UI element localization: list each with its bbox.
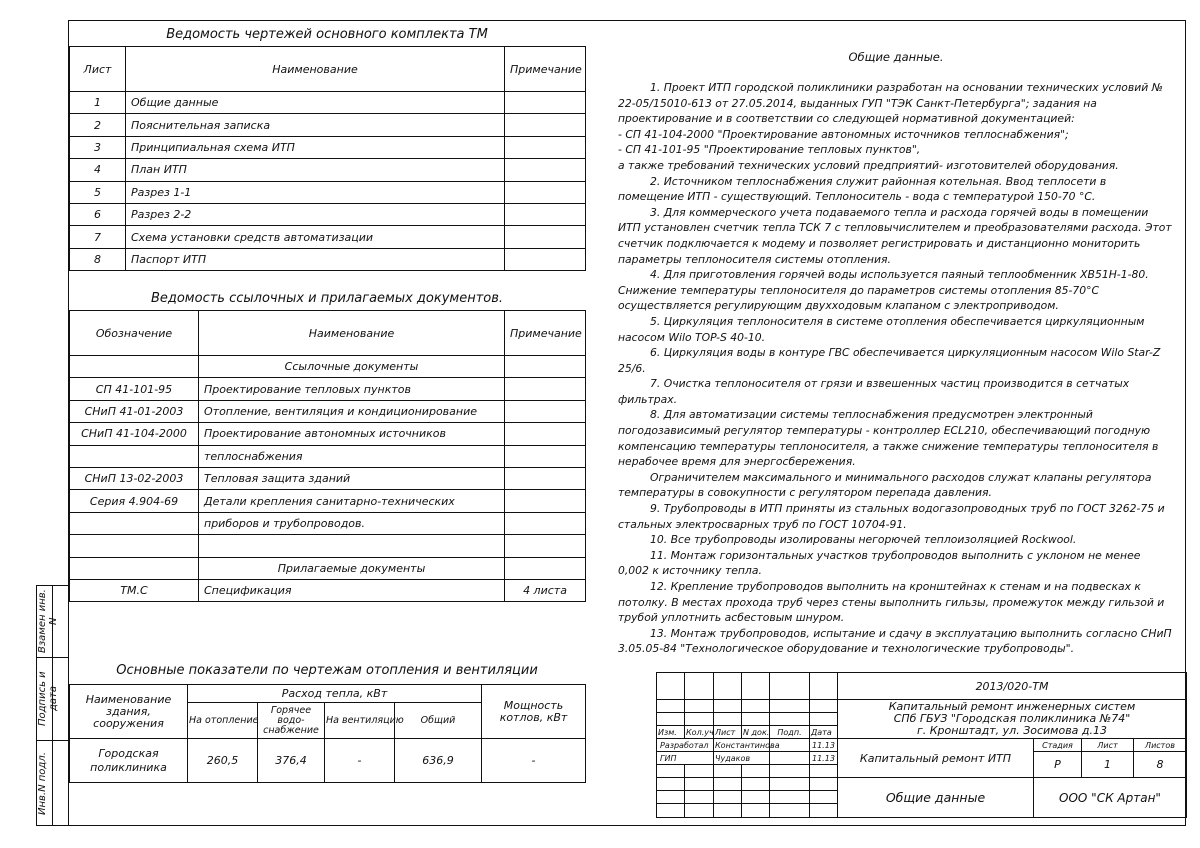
cell-code [70,535,199,557]
table-row [70,181,586,203]
stamp-h-sheet: Лист [1082,739,1134,752]
header-note: Примечание [505,311,586,356]
stamp-h-date: Дата [810,726,838,739]
stamp-h-sheets: Листов [1134,739,1187,752]
table-row [70,423,586,445]
indicators-table [69,684,586,783]
side-label-swap: Взамен инв. N [37,589,59,653]
general-data-notes [618,80,1174,657]
title-block [656,672,1187,818]
cell-name [199,535,505,557]
cell-code: СП 41-101-95 [70,378,199,400]
table-row [70,490,586,512]
cell-name: Отопление, вентиляция и кондиционирование [199,400,505,422]
cell-note [505,159,586,181]
table-header-row [70,311,586,356]
header-note: Примечание [505,47,586,92]
cell-note [505,490,586,512]
stamp-project [838,700,1187,739]
cell-note [505,181,586,203]
header-code: Обозначение [70,311,199,356]
stamp-r1-name: Константинова [715,740,780,750]
table-row [70,248,586,270]
stamp-r1-role: Разработал [657,739,714,752]
cell-note [505,535,586,557]
cell-name: Ссылочные документы [199,356,505,378]
header-vent: На вентиляцию [325,703,395,739]
note-paragraph: 1. Проект ИТП городской поликлиники разработан на основании технических условий № 22-05/15010-613 от 27.05.2014, выданных ГУП "ТЭК Санкт-Петербурга"; задания на проектирование и в соответствии со следующей нормативной документацией: [618,81,1163,126]
cell-sheet: 5 [70,181,126,203]
stamp-stage: Р [1034,752,1082,778]
note-paragraph: 9. Трубопроводы в ИТП приняты из стальных водогазопроводных труб по ГОСТ 3262-75 и стальных электросварных труб по ГОСТ 10704-91. [618,502,1165,531]
table-row [70,467,586,489]
table-header-row [70,47,586,92]
cell-name: Проектирование автономных источников [199,423,505,445]
header-name: Наименование [126,47,505,92]
cell-code: СНиП 41-01-2003 [70,400,199,422]
table-row [70,512,586,534]
stamp-code: 2013/020-ТМ [838,673,1187,700]
cell-name: Прилагаемые документы [199,557,505,579]
cell-note [505,423,586,445]
note-paragraph: - СП 41-101-95 "Проектирование тепловых пунктов", [618,143,921,157]
stamp-sheets: 8 [1134,752,1187,778]
cell-sheet: 6 [70,203,126,225]
cell-hotwater: 376,4 [258,739,325,783]
stamp-h-izm: Изм. [657,726,685,739]
cell-name: Паспорт ИТП [126,248,505,270]
cell-note [505,248,586,270]
cell-name: Схема установки средств автоматизации [126,226,505,248]
cell-name: приборов и трубопроводов. [199,512,505,534]
stamp-r2-role: ГИП [657,752,714,765]
note-paragraph: 8. Для автоматизации системы теплоснабжения предусмотрен электронный погодозависимый регулятор температуры - контроллер ECL210, обеспечивающий погодную компенсацию температуры теплоносителя, а также снижение температуры теплоносителя в нерабочее время для энергосбережения. [618,408,1159,469]
stamp-h-stage: Стадия [1034,739,1082,752]
stamp-company: ООО "СК Артан" [1034,778,1187,818]
table-row [70,356,586,378]
cell-note [505,467,586,489]
header-sheet: Лист [70,47,126,92]
drawings-list-title: Ведомость чертежей основного комплекта ТМ [166,27,488,42]
stamp-sheet: 1 [1082,752,1134,778]
cell-code [70,557,199,579]
stamp-project-line1: Капитальный ремонт инженерных систем [888,700,1136,713]
cell-note [505,557,586,579]
table-row [70,203,586,225]
cell-sheet: 4 [70,159,126,181]
note-paragraph: 12. Крепление трубопроводов выполнить на кронштейнах к стенам и на подвесках к потолку. В местах прохода труб через стены выполнить гильзы, промежуток между гильзой и трубой уплотнить асбестовым шнуром. [618,580,1165,625]
stamp-r2-date: 11.13 [810,752,838,765]
stamp-h-list: Лист [714,726,742,739]
stamp-r1-date: 11.13 [810,739,838,752]
note-paragraph: 7. Очистка теплоносителя от грязи и взвешенных частиц производится в сетчатых фильтрах. [618,377,1130,406]
stamp-project-line2: СПб ГБУЗ "Городская поликлиника №74" [893,712,1131,725]
cell-code: Серия 4.904-69 [70,490,199,512]
cell-total: 636,9 [395,739,482,783]
table-row [70,378,586,400]
stamp-project-line3: г. Кронштадт, ул. Зосимова д.13 [916,724,1108,737]
general-data-title: Общие данные. [848,50,944,64]
table-row [70,557,586,579]
header-heating: На отопление [188,703,258,739]
drawings-list-table [69,46,586,271]
table-row [70,136,586,158]
note-paragraph: 3. Для коммерческого учета подаваемого тепла и расхода горячей воды в помещении ИТП установлен счетчик тепла ТСК 7 с тепловычислителем и преобразователями расхода. Этот счетчик подключается к модему и позволяет регистрировать и дистанционно мониторить параметры теплоносителя системы отопления. [618,205,1172,266]
header-heat: Расход тепла, кВт [188,685,482,703]
note-paragraph: 10. Все трубопроводы изолированы негорючей теплоизоляцией Rockwool. [650,533,1077,547]
table-row [70,445,586,467]
cell-name: Разрез 1-1 [126,181,505,203]
cell-note [505,400,586,422]
indicators-title: Основные показатели по чертежам отопления и вентиляции [116,663,538,678]
cell-sheet: 1 [70,92,126,114]
header-name: Наименование [199,311,505,356]
stamp-sheet-title: Общие данные [838,778,1034,818]
cell-name: теплоснабжения [199,445,505,467]
cell-building: Городская поликлиника [70,739,188,783]
header-total: Общий [395,703,482,739]
stamp-h-kolulch: Кол.уч [686,727,714,737]
note-paragraph: 11. Монтаж горизонтальных участков трубопроводов выполнить с уклоном не менее 0,002 к источнику тепла. [618,548,1141,578]
cell-code [70,445,199,467]
note-paragraph: 4. Для приготовления горячей воды используется паяный теплообменник XB51H-1-80. Снижение температуры теплоносителя до параметров системы отопления 85-70°С осуществляется регулирующим двухходовым клапаном с электроприводом. [618,268,1149,313]
note-paragraph: 5. Циркуляция теплоносителя в системе отопления обеспечивается циркуляционным насосом Wilo TOP-S 40-10. [618,314,1145,344]
cell-note [505,92,586,114]
cell-note [505,226,586,248]
cell-sheet: 3 [70,136,126,158]
table-row [70,159,586,181]
note-paragraph: а также требований технических условий предприятий- изготовителей оборудования. [618,158,1119,172]
note-paragraph: 2. Источником теплоснабжения служит районная котельная. Ввод теплосети в помещение ИТП - существующий. Теплоноситель - вода с температурой 150-70 °С. [618,174,1107,204]
cell-power: - [482,739,586,783]
cell-name: Спецификация [199,579,505,601]
refs-list-table [69,310,586,602]
cell-name: План ИТП [126,159,505,181]
cell-code: СНиП 13-02-2003 [70,467,199,489]
stamp-object: Капитальный ремонт ИТП [838,739,1034,778]
cell-note [505,356,586,378]
cell-note: 4 листа [505,579,586,601]
cell-name: Детали крепления санитарно-технических [199,490,505,512]
cell-code: ТМ.С [70,579,199,601]
cell-code: СНиП 41-104-2000 [70,423,199,445]
cell-sheet: 2 [70,114,126,136]
cell-code [70,512,199,534]
cell-heating: 260,5 [188,739,258,783]
stamp-h-ndok: N док. [743,727,770,737]
header-hotwater: Горячее водо-снабжение [258,703,325,739]
note-paragraph: 6. Циркуляция воды в контуре ГВС обеспечивается циркуляционным насосом Wilo Star-Z 25/6. [618,346,1161,375]
cell-sheet: 7 [70,226,126,248]
table-row [70,535,586,557]
stamp-h-podp: Подп. [770,726,810,739]
cell-name: Тепловая защита зданий [199,467,505,489]
cell-note [505,203,586,225]
table-row [70,400,586,422]
cell-sheet: 8 [70,248,126,270]
side-label-inv: Инв.N подл. [37,752,48,815]
cell-note [505,114,586,136]
note-paragraph: 13. Монтаж трубопроводов, испытание и сдачу в эксплуатацию выполнить согласно СНиП 3.05.05-84 "Технологическое оборудование и технологические трубопроводы". [618,626,1172,656]
cell-note [505,445,586,467]
cell-note [505,512,586,534]
cell-name: Принципиальная схема ИТП [126,136,505,158]
cell-name: Разрез 2-2 [126,203,505,225]
cell-name: Проектирование тепловых пунктов [199,378,505,400]
cell-name: Пояснительная записка [126,114,505,136]
header-building: Наименование здания, сооружения [70,685,188,739]
table-row [70,92,586,114]
note-paragraph: Ограничителем максимального и минимального расходов служат клапаны регулятора температуры в совокупности с регулятором перепада давления. [618,470,1152,500]
cell-vent: - [325,739,395,783]
cell-name: Общие данные [126,92,505,114]
refs-list-title: Ведомость ссылочных и прилагаемых документов. [150,291,504,306]
cell-note [505,136,586,158]
cell-code [70,356,199,378]
cell-note [505,378,586,400]
header-power: Мощность котлов, кВт [482,685,586,739]
note-paragraph: - СП 41-104-2000 "Проектирование автономных источников теплоснабжения"; [618,127,1069,141]
stamp-r2-name: Чудаков [714,752,770,765]
table-row [70,226,586,248]
table-row [70,114,586,136]
table-row [70,579,586,601]
side-label-sign: Подпись и дата [37,671,59,727]
